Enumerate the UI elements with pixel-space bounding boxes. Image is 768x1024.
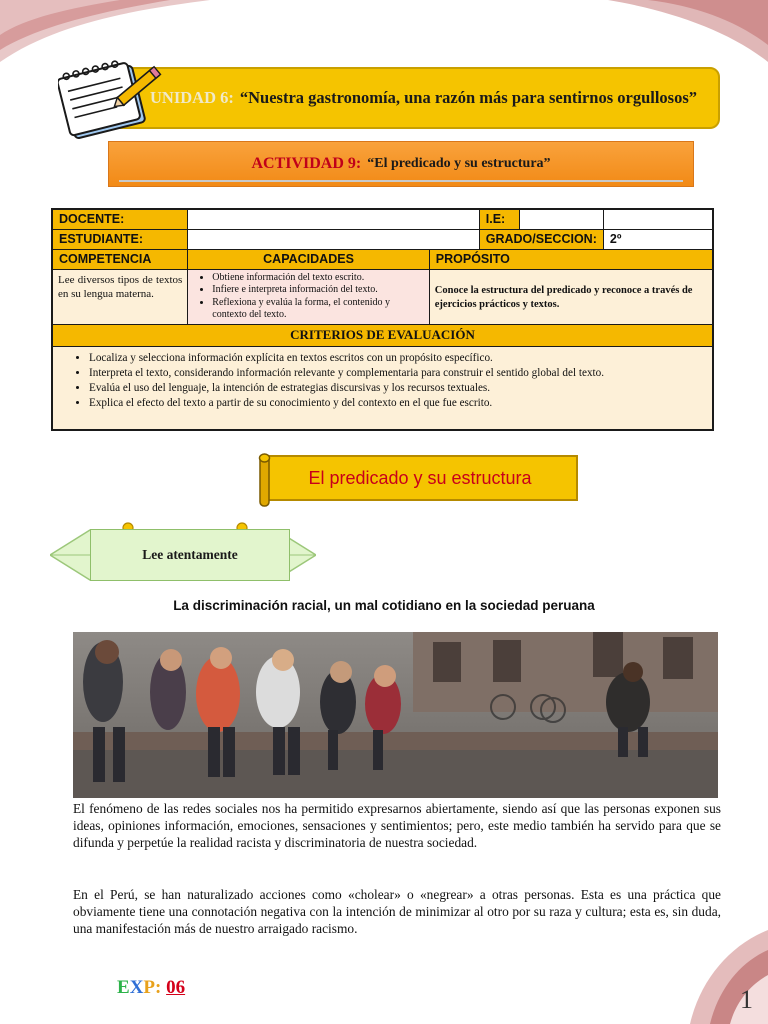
exp-letter-x: X: [129, 977, 144, 998]
proposito-header: PROPÓSITO: [429, 249, 713, 269]
grado-label: GRADO/SECCION:: [479, 229, 603, 249]
exp-label: [117, 977, 185, 999]
estudiante-field: [188, 229, 479, 249]
section-banner: El predicado y su estructura: [262, 455, 578, 501]
exp-letter-p: P:: [143, 977, 162, 998]
top-left-corner-decoration: [0, 0, 210, 62]
ie-cell: [479, 209, 603, 229]
article-title: La discriminación racial, un mal cotidiano en la sociedad peruana: [173, 598, 595, 613]
docente-label: DOCENTE:: [52, 209, 188, 229]
activity-title: “El predicado y su estructura”: [367, 156, 551, 171]
notepad-pencil-icon: [58, 58, 168, 140]
unit-prefix: UNIDAD 6:: [150, 88, 234, 107]
exp-letter-e: E: [117, 977, 130, 998]
bottom-right-corner-decoration: [690, 930, 768, 1024]
top-right-corner-decoration: [608, 0, 768, 62]
activity-banner: [108, 141, 694, 187]
capacidades-header: CAPACIDADES: [188, 249, 429, 269]
young-people-phones-photo: [73, 632, 718, 798]
article-paragraph-2: En el Perú, se han naturalizado acciones como «cholear» o «negrear» a otras personas. Esta es una práctica que obviamente tiene una connotación negativa con la intención de minimizar al otro por su raza y cultura; esta es, sin duda, una manifestación más de nuestro arraigado racismo.: [73, 887, 721, 937]
grado-value: 2º: [603, 229, 713, 249]
lee-atentamente-label: Lee atentamente: [90, 529, 290, 581]
criterio-item: • Interpreta el texto, considerando información relevante y complementaria para construir el sentido global del texto.: [89, 366, 706, 381]
ie-field-part: [520, 210, 603, 229]
docente-field: [188, 209, 479, 229]
unit-title: “Nuestra gastronomía, una razón más para sentirnos orgullosos”: [239, 88, 698, 107]
exp-number: 06: [166, 977, 186, 998]
competencia-header: COMPETENCIA: [52, 249, 188, 269]
capacidades-cell: [188, 269, 429, 324]
activity-label: ACTIVIDAD 9:: [251, 155, 362, 172]
criterio-item: • Evalúa el uso del lenguaje, la intención de estrategias discursivas y los recursos textuales.: [89, 381, 706, 396]
ie-field: [603, 209, 713, 229]
capacidad-item: • Obtiene información del texto escrito.: [212, 272, 424, 285]
estudiante-label: ESTUDIANTE:: [52, 229, 188, 249]
criterios-list: [52, 346, 713, 430]
proposito-text: Conoce la estructura del predicado y reconoce a través de ejercicios prácticos y textos.: [429, 269, 713, 324]
info-table: [51, 208, 714, 431]
ie-label: I.E:: [480, 210, 520, 229]
competencia-text: Lee diversos tipos de textos en su lengua materna.: [52, 269, 188, 324]
article-paragraph-1: El fenómeno de las redes sociales nos ha permitido expresarnos abiertamente, siendo así que las personas exponen sus ideas, opiniones información, emociones, sensaciones y sentimientos; pero, este medio también ha servido para que se difunda y perpetúe la realidad racista y discriminatoria de nuestra sociedad.: [73, 801, 721, 851]
criterios-header: CRITERIOS DE EVALUACIÓN: [52, 324, 713, 346]
unit-banner: [100, 67, 720, 129]
page-number: 1: [740, 985, 753, 1014]
scroll-curl-icon: [258, 452, 274, 508]
criterio-item: • Localiza y selecciona información explícita en textos escritos con un propósito específico.: [89, 351, 706, 366]
capacidad-item: • Infiere e interpreta información del texto.: [212, 284, 424, 297]
capacidad-item: • Reflexiona y evalúa la forma, el contenido y contexto del texto.: [212, 297, 424, 322]
criterio-item: • Explica el efecto del texto a partir de su conocimiento y del contexto en el que fue escrito.: [89, 396, 706, 411]
